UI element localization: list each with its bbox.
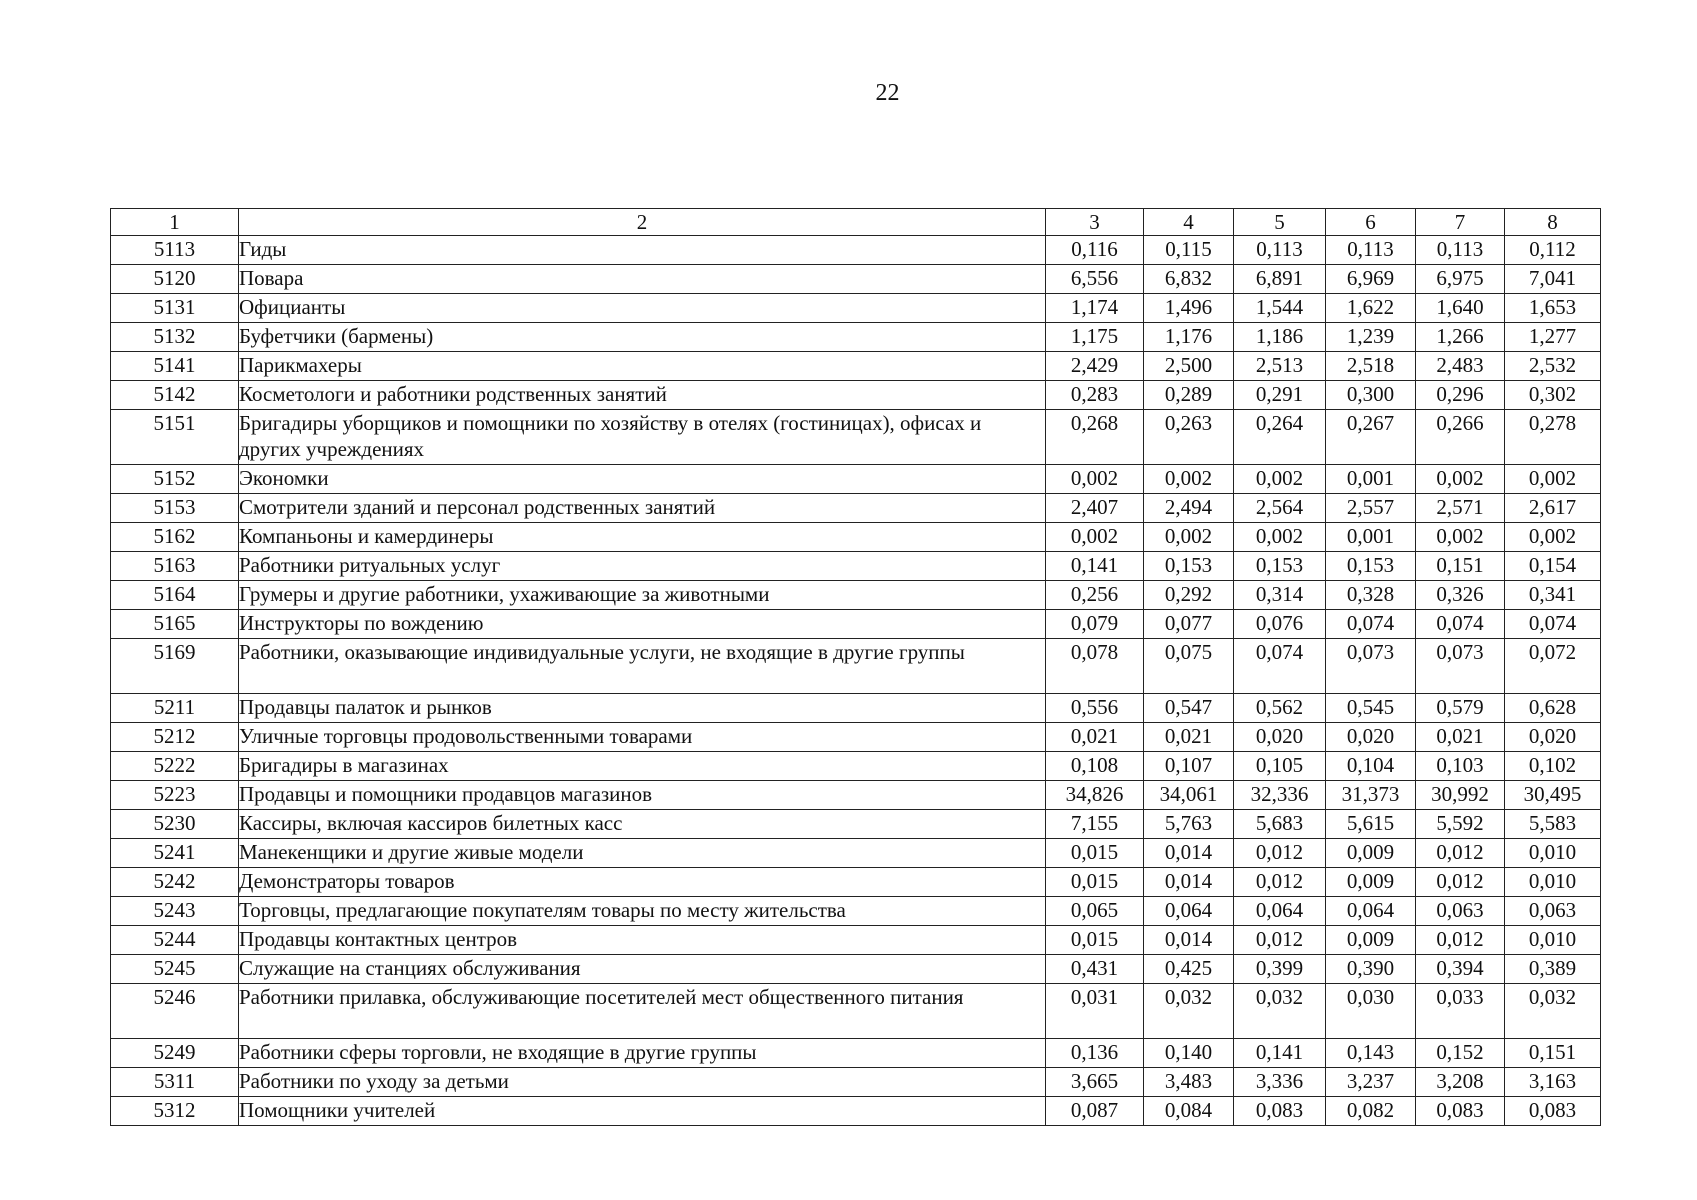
header-cell: 3 <box>1046 209 1144 236</box>
table-row <box>111 723 1601 752</box>
value-cell: 0,074 <box>1416 610 1505 639</box>
value-cell: 0,628 <box>1505 694 1601 723</box>
value-cell: 1,174 <box>1046 294 1144 323</box>
value-cell: 0,113 <box>1416 236 1505 265</box>
value-cell: 0,579 <box>1416 694 1505 723</box>
value-cell: 0,020 <box>1505 723 1601 752</box>
value-cell: 3,483 <box>1144 1068 1234 1097</box>
value-cell: 0,020 <box>1326 723 1416 752</box>
value-cell: 0,082 <box>1326 1097 1416 1126</box>
table-row <box>111 839 1601 868</box>
value-cell: 1,640 <box>1416 294 1505 323</box>
value-cell: 2,564 <box>1234 494 1326 523</box>
occupation-name: Смотрители зданий и персонал родственных занятий <box>239 494 1046 523</box>
value-cell: 0,032 <box>1234 984 1326 1039</box>
occupation-name: Грумеры и другие работники, ухаживающие за животными <box>239 581 1046 610</box>
value-cell: 0,012 <box>1416 868 1505 897</box>
occupation-name: Компаньоны и камердинеры <box>239 523 1046 552</box>
value-cell: 0,151 <box>1505 1039 1601 1068</box>
occupation-table <box>110 208 1601 1126</box>
occupation-name: Инструкторы по вождению <box>239 610 1046 639</box>
occupation-name: Работники сферы торговли, не входящие в другие группы <box>239 1039 1046 1068</box>
value-cell: 0,556 <box>1046 694 1144 723</box>
value-cell: 0,012 <box>1416 839 1505 868</box>
occupation-name: Помощники учителей <box>239 1097 1046 1126</box>
value-cell: 0,326 <box>1416 581 1505 610</box>
value-cell: 0,002 <box>1234 465 1326 494</box>
value-cell: 0,063 <box>1416 897 1505 926</box>
occupation-name: Кассиры, включая кассиров билетных касс <box>239 810 1046 839</box>
value-cell: 0,015 <box>1046 868 1144 897</box>
occupation-code: 5132 <box>111 323 239 352</box>
occupation-code: 5165 <box>111 610 239 639</box>
occupation-name: Работники по уходу за детьми <box>239 1068 1046 1097</box>
occupation-code: 5151 <box>111 410 239 465</box>
value-cell: 0,077 <box>1144 610 1234 639</box>
value-cell: 0,263 <box>1144 410 1234 465</box>
table-row <box>111 381 1601 410</box>
value-cell: 32,336 <box>1234 781 1326 810</box>
value-cell: 0,063 <box>1505 897 1601 926</box>
value-cell: 0,107 <box>1144 752 1234 781</box>
value-cell: 0,153 <box>1144 552 1234 581</box>
value-cell: 0,141 <box>1234 1039 1326 1068</box>
occupation-code: 5246 <box>111 984 239 1039</box>
value-cell: 0,064 <box>1234 897 1326 926</box>
occupation-code: 5241 <box>111 839 239 868</box>
occupation-name: Демонстраторы товаров <box>239 868 1046 897</box>
value-cell: 0,153 <box>1326 552 1416 581</box>
value-cell: 0,289 <box>1144 381 1234 410</box>
occupation-code: 5312 <box>111 1097 239 1126</box>
value-cell: 0,002 <box>1505 465 1601 494</box>
value-cell: 6,891 <box>1234 265 1326 294</box>
value-cell: 6,969 <box>1326 265 1416 294</box>
header-cell: 4 <box>1144 209 1234 236</box>
table-row <box>111 236 1601 265</box>
occupation-code: 5164 <box>111 581 239 610</box>
occupation-code: 5152 <box>111 465 239 494</box>
value-cell: 0,002 <box>1046 465 1144 494</box>
value-cell: 0,002 <box>1144 523 1234 552</box>
table-row <box>111 694 1601 723</box>
value-cell: 0,014 <box>1144 868 1234 897</box>
value-cell: 1,186 <box>1234 323 1326 352</box>
value-cell: 5,592 <box>1416 810 1505 839</box>
table-row <box>111 294 1601 323</box>
value-cell: 0,278 <box>1505 410 1601 465</box>
occupation-code: 5162 <box>111 523 239 552</box>
value-cell: 0,545 <box>1326 694 1416 723</box>
table-row <box>111 552 1601 581</box>
table-row <box>111 1039 1601 1068</box>
value-cell: 0,079 <box>1046 610 1144 639</box>
occupation-code: 5142 <box>111 381 239 410</box>
value-cell: 0,547 <box>1144 694 1234 723</box>
table-row <box>111 352 1601 381</box>
table-row <box>111 752 1601 781</box>
value-cell: 0,113 <box>1234 236 1326 265</box>
occupation-name: Торговцы, предлагающие покупателям товары по месту жительства <box>239 897 1046 926</box>
table-row <box>111 323 1601 352</box>
table-row <box>111 465 1601 494</box>
value-cell: 0,116 <box>1046 236 1144 265</box>
value-cell: 3,336 <box>1234 1068 1326 1097</box>
occupation-name: Продавцы палаток и рынков <box>239 694 1046 723</box>
value-cell: 0,031 <box>1046 984 1144 1039</box>
occupation-name: Парикмахеры <box>239 352 1046 381</box>
value-cell: 3,163 <box>1505 1068 1601 1097</box>
value-cell: 0,389 <box>1505 955 1601 984</box>
value-cell: 0,021 <box>1046 723 1144 752</box>
occupation-name: Буфетчики (бармены) <box>239 323 1046 352</box>
occupation-code: 5163 <box>111 552 239 581</box>
table-row <box>111 639 1601 694</box>
value-cell: 5,763 <box>1144 810 1234 839</box>
value-cell: 0,021 <box>1416 723 1505 752</box>
value-cell: 2,518 <box>1326 352 1416 381</box>
value-cell: 1,622 <box>1326 294 1416 323</box>
value-cell: 0,267 <box>1326 410 1416 465</box>
value-cell: 0,012 <box>1234 926 1326 955</box>
value-cell: 0,314 <box>1234 581 1326 610</box>
value-cell: 0,283 <box>1046 381 1144 410</box>
value-cell: 0,296 <box>1416 381 1505 410</box>
value-cell: 0,015 <box>1046 839 1144 868</box>
occupation-code: 5243 <box>111 897 239 926</box>
value-cell: 2,557 <box>1326 494 1416 523</box>
value-cell: 0,141 <box>1046 552 1144 581</box>
occupation-name: Косметологи и работники родственных занятий <box>239 381 1046 410</box>
value-cell: 0,302 <box>1505 381 1601 410</box>
value-cell: 30,495 <box>1505 781 1601 810</box>
value-cell: 2,532 <box>1505 352 1601 381</box>
value-cell: 0,152 <box>1416 1039 1505 1068</box>
value-cell: 7,041 <box>1505 265 1601 294</box>
value-cell: 0,072 <box>1505 639 1601 694</box>
value-cell: 0,153 <box>1234 552 1326 581</box>
value-cell: 0,014 <box>1144 839 1234 868</box>
value-cell: 2,407 <box>1046 494 1144 523</box>
occupation-name: Повара <box>239 265 1046 294</box>
value-cell: 1,653 <box>1505 294 1601 323</box>
value-cell: 1,544 <box>1234 294 1326 323</box>
value-cell: 0,112 <box>1505 236 1601 265</box>
value-cell: 0,113 <box>1326 236 1416 265</box>
value-cell: 3,665 <box>1046 1068 1144 1097</box>
table-row <box>111 610 1601 639</box>
page-number: 22 <box>875 80 900 106</box>
header-cell: 2 <box>239 209 1046 236</box>
occupation-code: 5311 <box>111 1068 239 1097</box>
occupation-name: Служащие на станциях обслуживания <box>239 955 1046 984</box>
occupation-name: Официанты <box>239 294 1046 323</box>
value-cell: 3,237 <box>1326 1068 1416 1097</box>
occupation-name: Бригадиры уборщиков и помощники по хозяйству в отелях (гостиницах), офисах и других учреждениях <box>239 410 1046 465</box>
value-cell: 0,140 <box>1144 1039 1234 1068</box>
table-row <box>111 955 1601 984</box>
value-cell: 1,176 <box>1144 323 1234 352</box>
value-cell: 0,065 <box>1046 897 1144 926</box>
header-cell: 7 <box>1416 209 1505 236</box>
value-cell: 0,012 <box>1416 926 1505 955</box>
table-row <box>111 897 1601 926</box>
value-cell: 0,083 <box>1416 1097 1505 1126</box>
table-row <box>111 523 1601 552</box>
value-cell: 2,571 <box>1416 494 1505 523</box>
value-cell: 0,012 <box>1234 868 1326 897</box>
value-cell: 30,992 <box>1416 781 1505 810</box>
value-cell: 0,136 <box>1046 1039 1144 1068</box>
value-cell: 0,115 <box>1144 236 1234 265</box>
value-cell: 0,264 <box>1234 410 1326 465</box>
value-cell: 0,073 <box>1416 639 1505 694</box>
header-cell: 1 <box>111 209 239 236</box>
table-row <box>111 781 1601 810</box>
value-cell: 0,010 <box>1505 868 1601 897</box>
value-cell: 0,394 <box>1416 955 1505 984</box>
value-cell: 0,108 <box>1046 752 1144 781</box>
value-cell: 0,076 <box>1234 610 1326 639</box>
occupation-name: Работники прилавка, обслуживающие посетителей мест общественного питания <box>239 984 1046 1039</box>
occupation-code: 5120 <box>111 265 239 294</box>
occupation-name: Манекенщики и другие живые модели <box>239 839 1046 868</box>
value-cell: 0,064 <box>1326 897 1416 926</box>
value-cell: 5,583 <box>1505 810 1601 839</box>
header-cell: 5 <box>1234 209 1326 236</box>
value-cell: 0,143 <box>1326 1039 1416 1068</box>
value-cell: 0,012 <box>1234 839 1326 868</box>
table-row <box>111 868 1601 897</box>
header-cell: 6 <box>1326 209 1416 236</box>
value-cell: 2,483 <box>1416 352 1505 381</box>
value-cell: 0,032 <box>1505 984 1601 1039</box>
occupation-code: 5222 <box>111 752 239 781</box>
value-cell: 0,341 <box>1505 581 1601 610</box>
value-cell: 0,151 <box>1416 552 1505 581</box>
table-row <box>111 494 1601 523</box>
value-cell: 7,155 <box>1046 810 1144 839</box>
value-cell: 6,556 <box>1046 265 1144 294</box>
table-row <box>111 410 1601 465</box>
occupation-code: 5153 <box>111 494 239 523</box>
value-cell: 1,496 <box>1144 294 1234 323</box>
value-cell: 2,513 <box>1234 352 1326 381</box>
value-cell: 0,064 <box>1144 897 1234 926</box>
table-row <box>111 581 1601 610</box>
value-cell: 0,256 <box>1046 581 1144 610</box>
value-cell: 0,073 <box>1326 639 1416 694</box>
value-cell: 3,208 <box>1416 1068 1505 1097</box>
value-cell: 1,175 <box>1046 323 1144 352</box>
table-row <box>111 984 1601 1039</box>
value-cell: 0,390 <box>1326 955 1416 984</box>
value-cell: 0,083 <box>1234 1097 1326 1126</box>
value-cell: 1,277 <box>1505 323 1601 352</box>
value-cell: 0,014 <box>1144 926 1234 955</box>
value-cell: 0,268 <box>1046 410 1144 465</box>
value-cell: 0,083 <box>1505 1097 1601 1126</box>
value-cell: 0,033 <box>1416 984 1505 1039</box>
value-cell: 0,009 <box>1326 839 1416 868</box>
value-cell: 6,832 <box>1144 265 1234 294</box>
value-cell: 0,431 <box>1046 955 1144 984</box>
value-cell: 0,084 <box>1144 1097 1234 1126</box>
value-cell: 0,105 <box>1234 752 1326 781</box>
table-row <box>111 1097 1601 1126</box>
value-cell: 0,399 <box>1234 955 1326 984</box>
occupation-name: Бригадиры в магазинах <box>239 752 1046 781</box>
occupation-code: 5113 <box>111 236 239 265</box>
occupation-code: 5131 <box>111 294 239 323</box>
occupation-code: 5230 <box>111 810 239 839</box>
value-cell: 0,001 <box>1326 465 1416 494</box>
value-cell: 0,002 <box>1416 523 1505 552</box>
value-cell: 0,010 <box>1505 839 1601 868</box>
occupation-name: Работники ритуальных услуг <box>239 552 1046 581</box>
value-cell: 0,009 <box>1326 926 1416 955</box>
value-cell: 0,009 <box>1326 868 1416 897</box>
value-cell: 0,562 <box>1234 694 1326 723</box>
occupation-code: 5244 <box>111 926 239 955</box>
occupation-name: Экономки <box>239 465 1046 494</box>
value-cell: 6,975 <box>1416 265 1505 294</box>
value-cell: 0,074 <box>1505 610 1601 639</box>
occupation-code: 5249 <box>111 1039 239 1068</box>
occupation-code: 5242 <box>111 868 239 897</box>
occupation-code: 5169 <box>111 639 239 694</box>
value-cell: 34,061 <box>1144 781 1234 810</box>
value-cell: 0,154 <box>1505 552 1601 581</box>
occupation-code: 5245 <box>111 955 239 984</box>
occupation-name: Работники, оказывающие индивидуальные услуги, не входящие в другие группы <box>239 639 1046 694</box>
value-cell: 0,074 <box>1326 610 1416 639</box>
value-cell: 0,010 <box>1505 926 1601 955</box>
table-row <box>111 1068 1601 1097</box>
value-cell: 0,104 <box>1326 752 1416 781</box>
value-cell: 2,494 <box>1144 494 1234 523</box>
occupation-code: 5211 <box>111 694 239 723</box>
value-cell: 0,078 <box>1046 639 1144 694</box>
value-cell: 0,102 <box>1505 752 1601 781</box>
occupation-name: Продавцы контактных центров <box>239 926 1046 955</box>
value-cell: 0,087 <box>1046 1097 1144 1126</box>
table-body <box>111 236 1601 1126</box>
value-cell: 2,429 <box>1046 352 1144 381</box>
value-cell: 5,683 <box>1234 810 1326 839</box>
value-cell: 1,239 <box>1326 323 1416 352</box>
table-row <box>111 926 1601 955</box>
value-cell: 0,002 <box>1416 465 1505 494</box>
value-cell: 0,425 <box>1144 955 1234 984</box>
occupation-name: Уличные торговцы продовольственными товарами <box>239 723 1046 752</box>
value-cell: 0,030 <box>1326 984 1416 1039</box>
value-cell: 0,292 <box>1144 581 1234 610</box>
value-cell: 34,826 <box>1046 781 1144 810</box>
occupation-name: Продавцы и помощники продавцов магазинов <box>239 781 1046 810</box>
table-row <box>111 810 1601 839</box>
value-cell: 0,002 <box>1234 523 1326 552</box>
occupation-code: 5212 <box>111 723 239 752</box>
value-cell: 0,021 <box>1144 723 1234 752</box>
value-cell: 1,266 <box>1416 323 1505 352</box>
value-cell: 0,291 <box>1234 381 1326 410</box>
header-cell: 8 <box>1505 209 1601 236</box>
value-cell: 0,075 <box>1144 639 1234 694</box>
value-cell: 2,617 <box>1505 494 1601 523</box>
table-row <box>111 265 1601 294</box>
occupation-code: 5141 <box>111 352 239 381</box>
value-cell: 0,002 <box>1046 523 1144 552</box>
occupation-code: 5223 <box>111 781 239 810</box>
value-cell: 0,074 <box>1234 639 1326 694</box>
header-row <box>111 209 1601 236</box>
value-cell: 0,032 <box>1144 984 1234 1039</box>
value-cell: 0,015 <box>1046 926 1144 955</box>
value-cell: 0,020 <box>1234 723 1326 752</box>
value-cell: 0,103 <box>1416 752 1505 781</box>
value-cell: 0,002 <box>1505 523 1601 552</box>
value-cell: 0,002 <box>1144 465 1234 494</box>
value-cell: 0,266 <box>1416 410 1505 465</box>
occupation-name: Гиды <box>239 236 1046 265</box>
value-cell: 31,373 <box>1326 781 1416 810</box>
value-cell: 0,328 <box>1326 581 1416 610</box>
value-cell: 5,615 <box>1326 810 1416 839</box>
value-cell: 2,500 <box>1144 352 1234 381</box>
value-cell: 0,300 <box>1326 381 1416 410</box>
value-cell: 0,001 <box>1326 523 1416 552</box>
